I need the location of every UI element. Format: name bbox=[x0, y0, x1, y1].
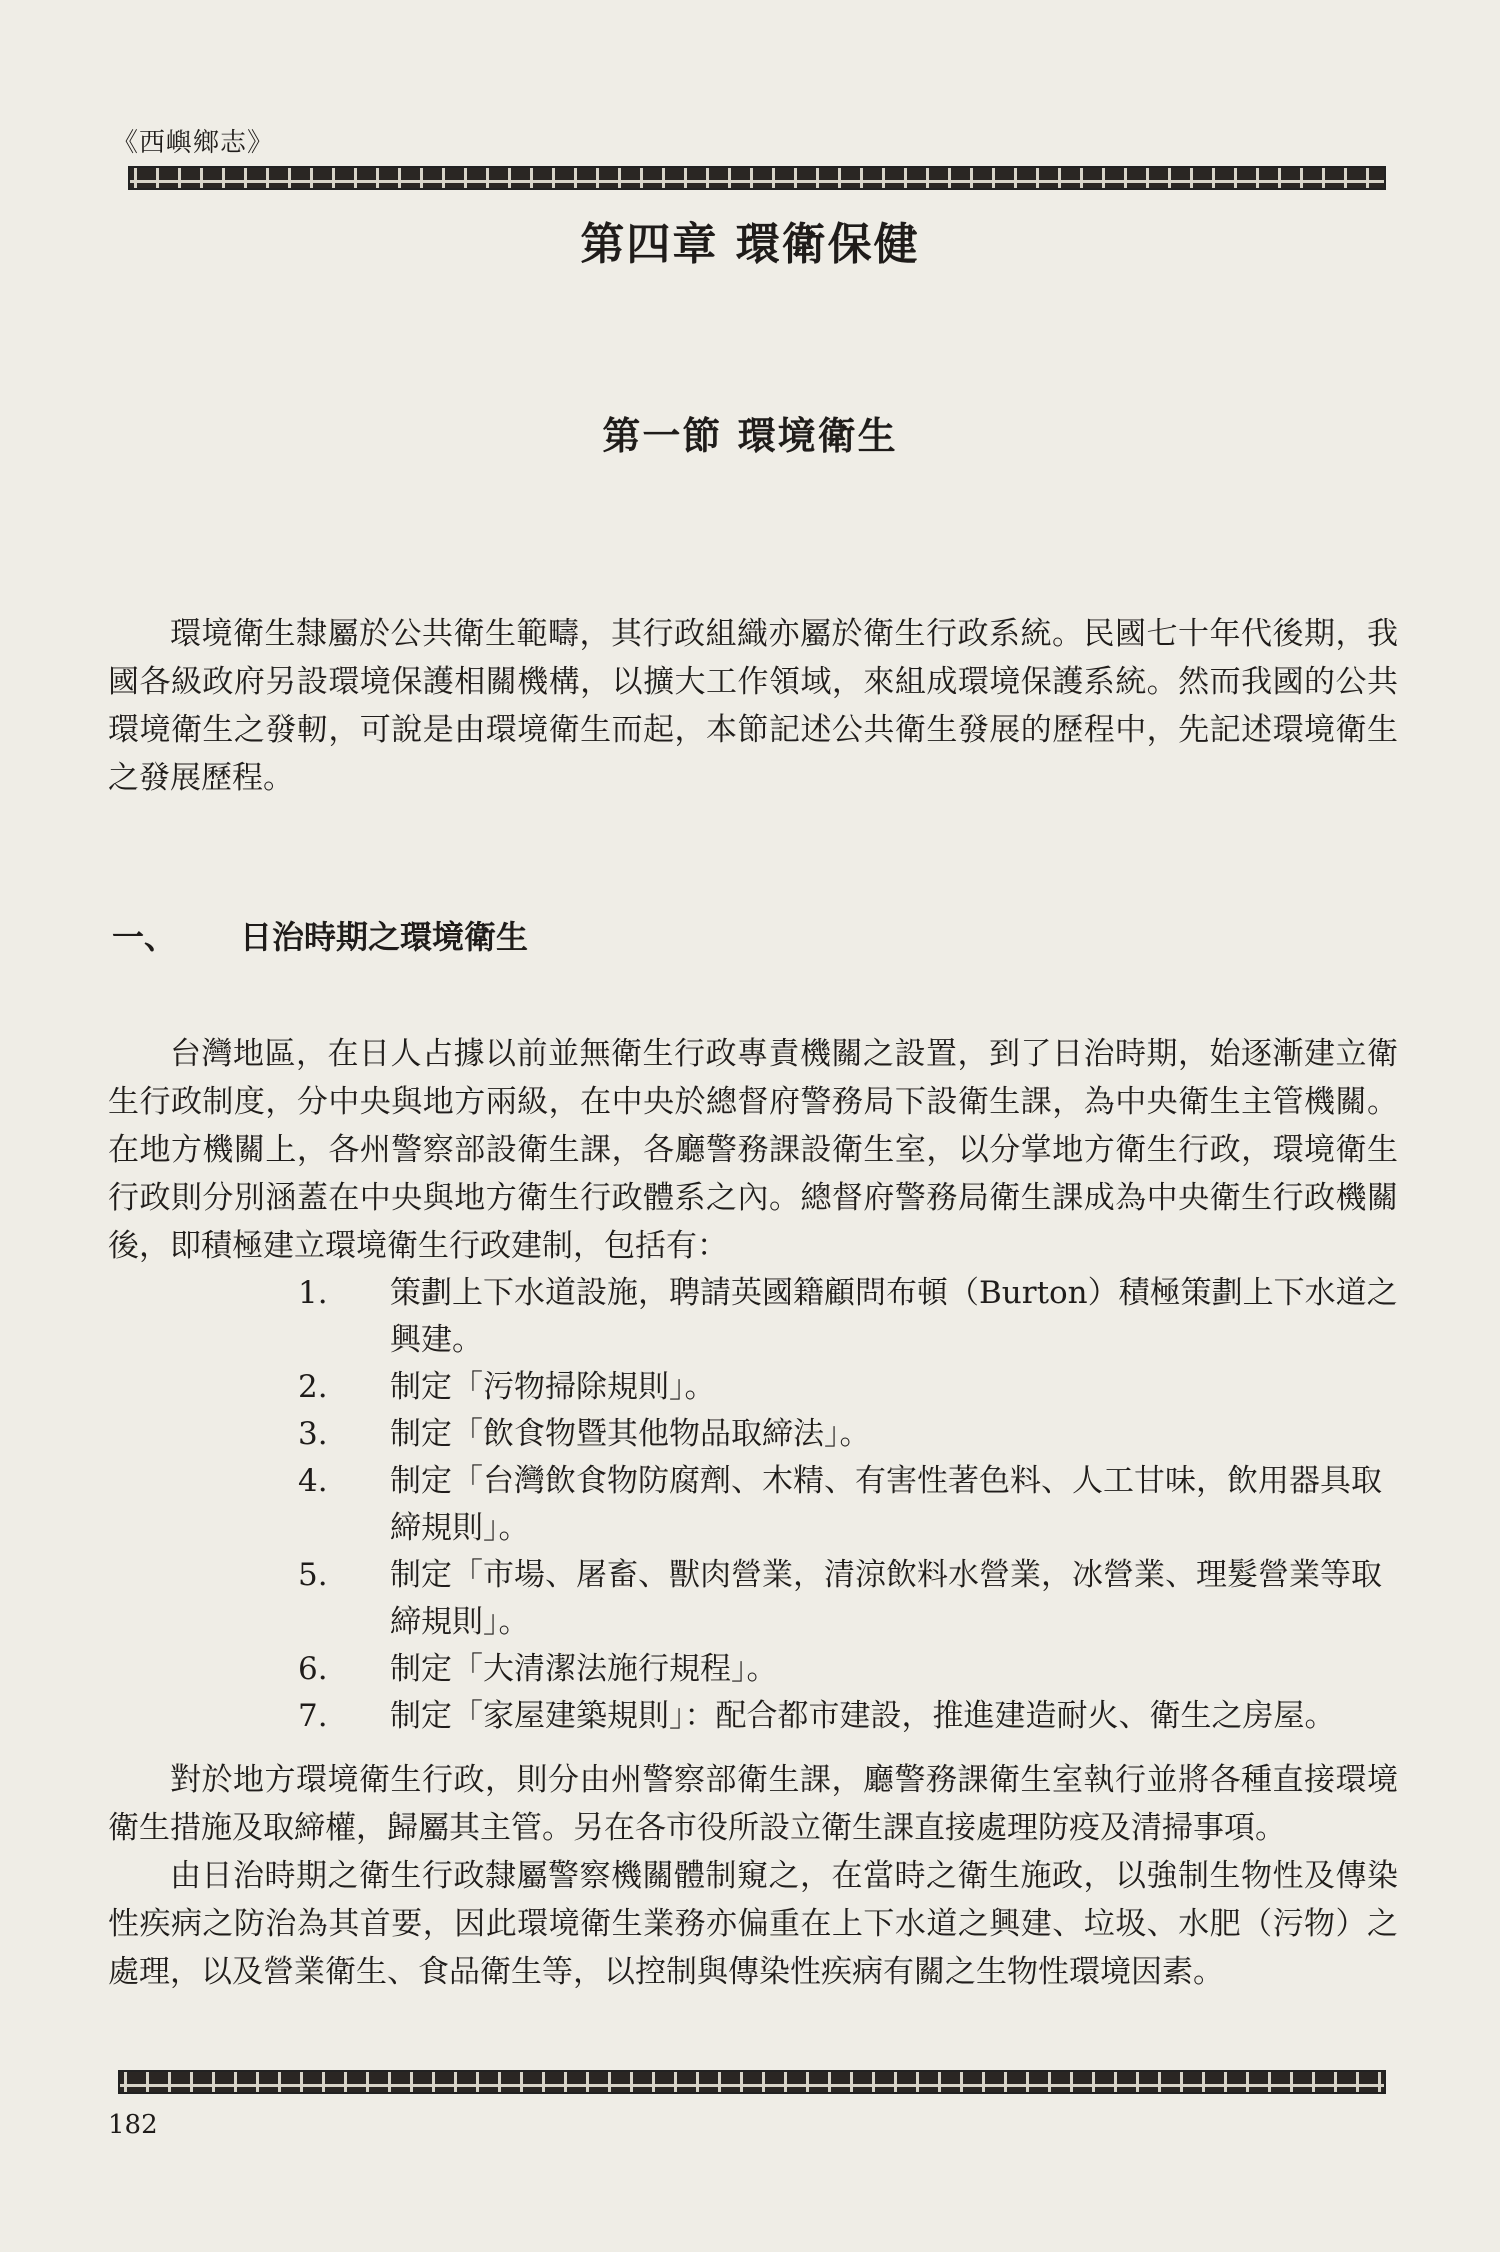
bottom-meander-border bbox=[118, 2070, 1386, 2094]
measures-list bbox=[298, 1270, 1398, 1740]
top-meander-border bbox=[128, 166, 1386, 190]
list-item: 2. 制定「污物掃除規則」。 bbox=[298, 1369, 716, 1405]
list-item: 7. 制定「家屋建築規則」：配合都市建設，推進建造耐火、衛生之房屋。 bbox=[298, 1698, 1336, 1734]
list-item: 1. 策劃上下水道設施，聘請英國籍顧問布頓（Burton）積極策劃上下水道之興建。 bbox=[298, 1275, 1398, 1358]
intro-paragraph: 環境衛生隸屬於公共衛生範疇，其行政組織亦屬於衛生行政系統。民國七十年代後期，我國各級政府另設環境保護相關機構，以擴大工作領域，來組成環境保護系統。然而我國的公共環境衛生之發軔，可說是由環境衛生而起，本節記述公共衛生發展的歷程中，先記述環境衛生之發展歷程。 bbox=[108, 616, 1398, 796]
local-admin-paragraph: 對於地方環境衛生行政，則分由州警察部衛生課，廳警務課衛生室執行並將各種直接環境衛生措施及取締權，歸屬其主管。另在各市役所設立衛生課直接處理防疫及清掃事項。 bbox=[108, 1762, 1398, 1846]
page-number: 182 bbox=[108, 2110, 158, 2140]
subsection-title: 日治時期之環境衛生 bbox=[240, 918, 529, 956]
japan-era-paragraph: 台灣地區，在日人占據以前並無衛生行政專責機關之設置，到了日治時期，始逐漸建立衛生行政制度，分中央與地方兩級，在中央於總督府警務局下設衛生課，為中央衛生主管機關。在地方機關上，各州警察部設衛生課，各廳警務課設衛生室，以分掌地方衛生行政，環境衛生行政則分別涵蓋在中央與地方衛生行政體系之內。總督府警務局衛生課成為中央衛生行政機關後，即積極建立環境衛生行政建制，包括有： bbox=[108, 1036, 1398, 1264]
conclusion-paragraph: 由日治時期之衛生行政隸屬警察機關體制窺之，在當時之衛生施政，以強制生物性及傳染性疾病之防治為其首要，因此環境衛生業務亦偏重在上下水道之興建、垃圾、水肥（污物）之處理，以及營業衛生、食品衛生等，以控制與傳染性疾病有關之生物性環境因素。 bbox=[108, 1858, 1398, 1990]
running-header: 《西嶼鄉志》 bbox=[112, 128, 275, 158]
list-item: 5. 制定「市場、屠畜、獸肉營業，清涼飲料水營業，冰營業、理髮營業等取締規則」。 bbox=[298, 1557, 1382, 1640]
subsection-number: 一、 bbox=[112, 918, 177, 956]
section-title: 第一節 環境衛生 bbox=[602, 413, 898, 458]
list-item: 3. 制定「飲食物暨其他物品取締法」。 bbox=[298, 1416, 871, 1452]
chapter-title: 第四章 環衛保健 bbox=[580, 219, 920, 270]
list-item: 6. 制定「大清潔法施行規程」。 bbox=[298, 1651, 778, 1687]
subsection-heading bbox=[112, 912, 528, 958]
list-item: 4. 制定「台灣飲食物防腐劑、木精、有害性著色料、人工甘味，飲用器具取締規則」。 bbox=[298, 1463, 1382, 1546]
